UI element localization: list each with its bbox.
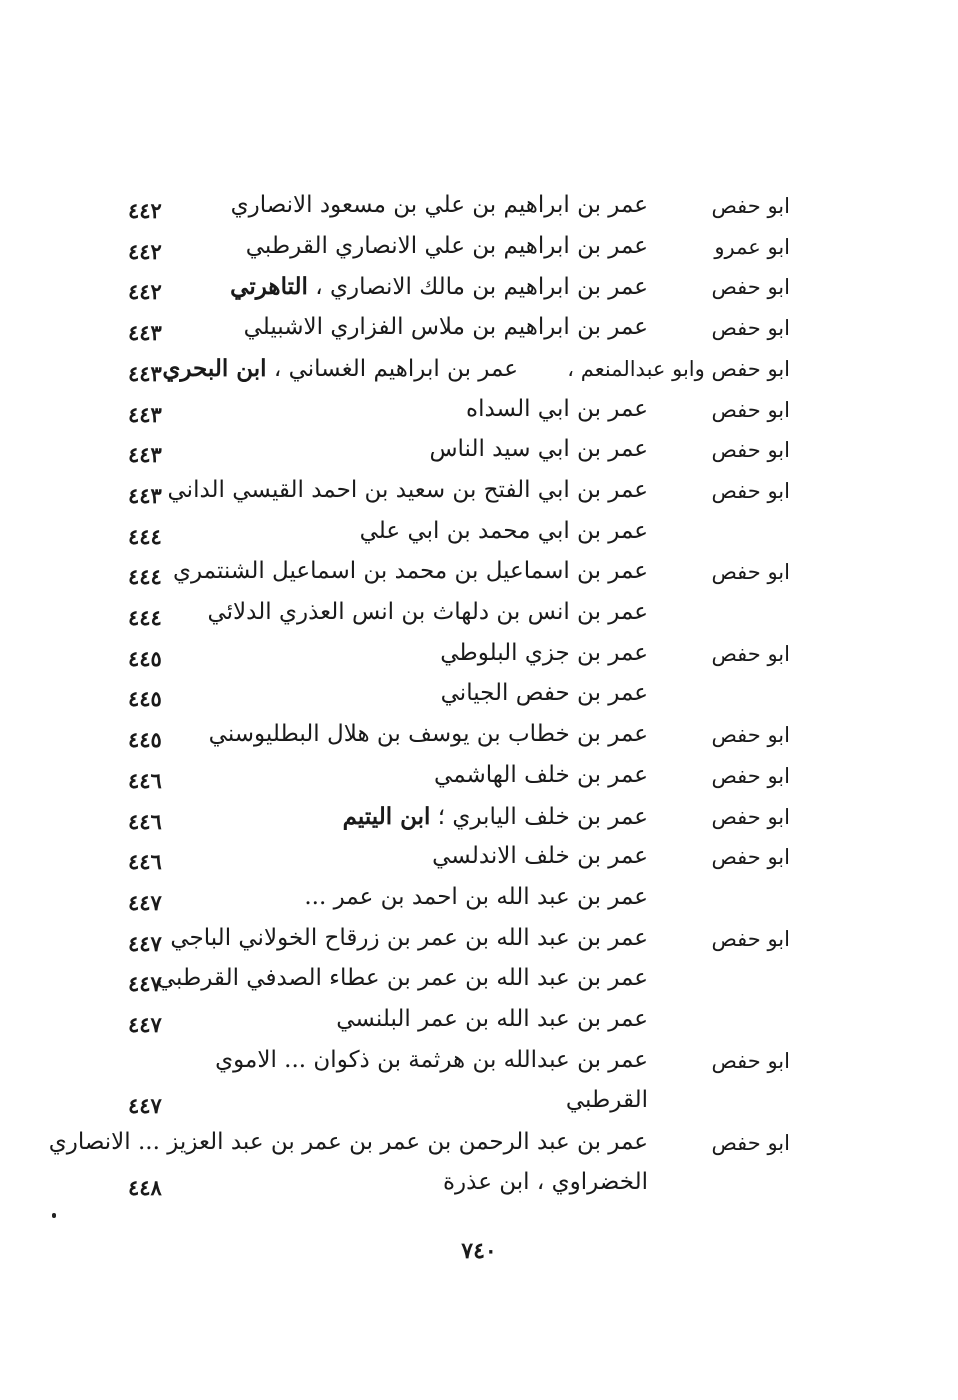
entry-name [343,803,648,830]
entry-page-number: ٤٤٢ [128,198,162,223]
entry-name [360,518,648,544]
entry-name-text: عمر بن حفص الجياني [440,680,648,707]
index-entry [0,514,958,554]
entry-name [173,558,648,584]
index-entry [0,839,958,879]
entry-name-line1: عمر بن عبدالله بن هرثمة بن ذكوان ... الاموي [215,1046,648,1073]
entry-name [157,965,648,991]
entry-name [162,355,518,382]
entry-kunya: ابو حفص [711,560,790,585]
index-entry [0,473,958,513]
index-entry [0,351,958,391]
entry-page-number: ٤٤٦ [128,849,162,875]
entry-name-text: عمر بن ابراهيم بن مالك الانصاري ، [315,274,648,301]
index-entry [0,717,958,757]
entry-name-text: عمر بن ابي السداه [466,395,648,422]
index-entry [0,392,958,432]
entry-page-number: ٤٤٦ [128,767,162,793]
entry-page-number: ٤٤٢ [128,279,162,305]
index-entry [0,961,958,1001]
entry-page-number: ٤٤٦ [128,808,162,834]
entry-name [168,477,648,503]
entry-name [336,1006,648,1032]
entry-kunya: ابو حفص [711,275,790,300]
index-entry [0,636,958,676]
index-entry [0,432,958,472]
entry-name [209,721,648,747]
entry-page-number: ٤٤٧ [128,889,162,915]
index-entry [0,229,958,269]
entry-page-number: ٤٤٤ [128,523,162,549]
entry-name [170,925,648,951]
entry-name [246,233,648,259]
entry-page-number: ٤٤٧ [128,1092,162,1118]
entry-name-text: القرطبي [565,1086,648,1113]
entry-kunya: ابو حفص [711,723,790,748]
entry-nickname: ابن اليتيم [342,802,431,830]
entry-name-text: عمر بن عبد الله بن احمد بن عمر ... [304,883,648,910]
entry-name [429,436,648,462]
entry-name-text: عمر بن ابي سيد الناس [429,436,648,463]
entry-page-number: ٤٤٥ [128,645,162,671]
entry-name-text: عمر بن خلف الهاشمي [434,761,648,788]
entry-name [231,192,648,218]
entry-kunya: ابو حفص وابو عبدالمنعم ، [567,356,790,381]
entry-page-number: ٤٤٥ [128,727,162,753]
entry-name-text: عمر بن عبد الله بن عمر البلنسي [336,1006,648,1032]
index-entry [0,310,958,350]
entry-nickname: التاهرتي [230,273,308,301]
entry-kunya: ابو حفص [711,763,790,788]
entry-name [304,884,648,910]
entry-kunya: ابو حفص [711,804,790,829]
entry-name-text: عمر بن اسماعيل بن محمد بن اسماعيل الشنتمري [172,558,648,585]
entry-name [207,599,648,625]
entry-name [230,273,648,300]
entry-page-number: ٤٤٥ [128,686,162,712]
entry-name-text: عمر بن خلف الاندلسي [432,843,648,870]
entry-page-number: ٤٤٤ [128,564,162,590]
entry-page-number: ٤٤٣ [128,401,162,427]
index-entry [0,921,958,961]
entry-name-text: عمر بن ابي الفتح بن سعيد بن احمد القيسي الداني [167,476,648,503]
entry-nickname: ابن عذرة [442,1168,530,1195]
entry-name-text: الخضراوي ، [536,1168,648,1195]
entry-name [466,396,648,422]
index-entry [0,676,958,716]
entry-kunya: ابو حفص [711,845,790,870]
entry-name-text: عمر بن ابراهيم الغساني ، [273,355,518,382]
entry-kunya: ابو حفص [711,316,790,341]
entry-page-number: ٤٤٣ [128,482,162,508]
page-number: ٧٤٠ [461,1238,497,1264]
entry-kunya: ابو حفص [711,1130,790,1155]
entry-name [440,640,648,666]
speck-mark [52,1213,56,1218]
entry-kunya: ابو حفص [711,641,790,666]
entry-name-text: عمر بن ابراهيم بن ملاس الفزاري الاشبيلي [243,314,648,341]
entry-kunya: ابو حفص [711,478,790,503]
index-entry [0,269,958,309]
entry-kunya: ابو حفص [711,1048,790,1073]
entry-page-number: ٤٤٣ [128,320,162,346]
entry-kunya: ابو عمرو [714,234,790,259]
entry-name [432,843,648,869]
index-entry [0,554,958,594]
entry-page-number: ٤٤٧ [128,1012,162,1037]
entry-name-text: عمر بن جزي البلوطي [440,639,648,666]
entry-page-number: ٤٤٣ [128,442,162,468]
entry-name-text: عمر بن عبد الله بن عمر بن عطاء الصدفي القرطبي [156,965,648,992]
entry-page-number: ٤٤٨ [128,1174,162,1200]
entry-kunya: ابو حفص [711,926,790,951]
entry-name-line1: عمر بن عبد الرحمن بن عمر بن عمر بن عبد العزيز ... الانصاري [48,1128,648,1155]
entry-name-line2 [443,1169,648,1195]
entry-page-number: ٤٤٧ [128,971,162,997]
entry-nickname: ابن البحري [162,354,267,382]
index-entry [0,595,958,635]
entry-name [244,314,648,340]
entry-name-text: عمر بن ابراهيم بن علي بن مسعود الانصاري [230,192,648,218]
index-entry [0,1002,958,1042]
index-entry-multiline [0,1125,958,1205]
entry-name [441,680,648,706]
entry-name-line2 [566,1087,648,1113]
entry-name [434,762,648,788]
entry-page-number: ٤٤٢ [128,238,162,264]
index-entry-multiline [0,1043,958,1123]
entry-kunya: ابو حفص [711,438,790,463]
entry-name-text: عمر بن خطاب بن يوسف بن هلال البطليوسني [208,721,648,748]
entry-page-number: ٤٤٤ [128,605,162,630]
index-entry [0,188,958,228]
entry-name-text: عمر بن انس بن دلهاث بن انس العذري الدلائي [207,599,648,625]
entry-name-text: عمر بن عبد الله بن عمر بن زرقاح الخولاني الباجي [170,924,648,951]
entry-page-number: ٤٤٧ [128,930,162,956]
entry-kunya: ابو حفص [711,397,790,422]
entry-name-text: عمر بن ابراهيم بن علي الانصاري القرطبي [245,232,648,259]
entry-name-text: عمر بن خلف اليابري ؛ [437,803,648,830]
entry-kunya: ابو حفص [711,194,790,218]
index-entry [0,880,958,920]
entry-name-text: عمر بن ابي محمد بن ابي علي [359,517,648,544]
entry-page-number: ٤٤٣ [128,360,162,386]
index-entry [0,799,958,839]
index-entry [0,758,958,798]
